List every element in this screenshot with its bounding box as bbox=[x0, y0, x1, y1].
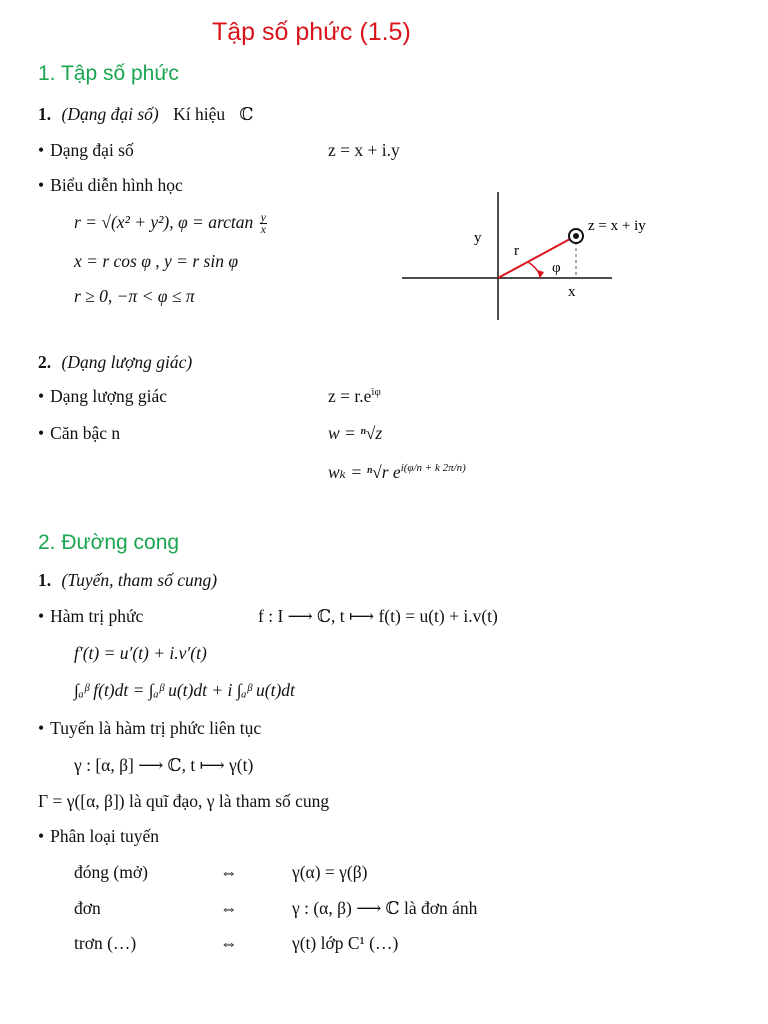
nth-root-k-base: wₖ = ⁿ√r e bbox=[328, 462, 401, 482]
geometric-representation-label: • Biểu diễn hình học bbox=[38, 175, 183, 196]
subsection-title: (Tuyến, tham số cung) bbox=[61, 570, 218, 590]
equation-x-y: x = r cos φ , y = r sin φ bbox=[74, 251, 239, 271]
r-label: r bbox=[514, 243, 519, 259]
angle-arrowhead bbox=[537, 270, 544, 278]
subsection-1-2 bbox=[38, 352, 192, 373]
equation-range: r ≥ 0, −π < φ ≤ π bbox=[74, 286, 195, 306]
classification-row-left: trơn (…) bbox=[74, 933, 137, 953]
subsection-title: (Dạng lượng giác) bbox=[61, 352, 193, 372]
curve-definition-expr: γ : [α, β] ⟶ ℂ, t ⟼ γ(t) bbox=[74, 755, 254, 775]
classification-row-arrow: ⇔ bbox=[220, 933, 238, 953]
page-title: Tập số phức (1.5) bbox=[212, 18, 411, 46]
trig-form-expr bbox=[328, 386, 381, 407]
subsection-number: 2. bbox=[38, 352, 52, 372]
algebraic-form-label: • Dạng đại số bbox=[38, 140, 134, 161]
complex-function-expr: f : I ⟶ ℂ, t ⟼ f(t) = u(t) + i.v(t) bbox=[258, 606, 498, 626]
trig-form-exponent: iφ bbox=[371, 386, 381, 399]
classification-row-left: đóng (mở) bbox=[74, 862, 148, 882]
nth-root-k-exponent: i(φ/n + k 2π/n) bbox=[400, 462, 466, 475]
fraction-y-over-x bbox=[260, 212, 267, 235]
subsection-number: 1. bbox=[38, 570, 52, 590]
x-axis-label: x bbox=[568, 284, 576, 300]
fraction-numerator: y bbox=[260, 210, 266, 225]
classification-row-right: γ(t) lớp C¹ (…) bbox=[292, 933, 399, 953]
subsection-1-1 bbox=[38, 104, 253, 125]
classification-row-right: γ(α) = γ(β) bbox=[292, 862, 368, 882]
equation-r-phi-text: r = √(x² + y²), φ = arctan bbox=[74, 212, 254, 232]
classification-row-arrow: ⇔ bbox=[220, 862, 238, 882]
trig-form-label: • Dạng lượng giác bbox=[38, 386, 167, 407]
notation-label: Kí hiệu bbox=[173, 104, 226, 124]
curve-classification-label: • Phân loại tuyến bbox=[38, 826, 159, 847]
point-z bbox=[573, 233, 579, 239]
integral-equation: ∫ₐᵝ f(t)dt = ∫ₐᵝ u(t)dt + i ∫ₐᵝ u(t)dt bbox=[74, 680, 295, 700]
classification-row-arrow: ⇔ bbox=[220, 898, 238, 918]
nth-root-k-expr bbox=[328, 462, 466, 483]
complex-plane-diagram bbox=[398, 186, 728, 326]
angle-arc bbox=[528, 262, 540, 278]
classification-row-left: đơn bbox=[74, 898, 101, 918]
subsection-2-1 bbox=[38, 570, 217, 591]
trig-form-base: z = r.e bbox=[328, 386, 372, 406]
nth-root-expr: w = ⁿ√z bbox=[328, 423, 383, 443]
trajectory-statement: Γ = γ([α, β]) là quĩ đạo, γ là tham số cung bbox=[38, 791, 330, 811]
curve-definition-label: • Tuyến là hàm trị phức liên tục bbox=[38, 718, 261, 739]
fraction-denominator: x bbox=[260, 222, 266, 237]
derivative-equation: f′(t) = u′(t) + i.v′(t) bbox=[74, 643, 207, 663]
complex-function-label: • Hàm trị phức bbox=[38, 606, 143, 627]
subsection-number: 1. bbox=[38, 104, 52, 124]
equation-r-phi bbox=[74, 212, 267, 235]
y-axis-label: y bbox=[474, 230, 482, 246]
subsection-title: (Dạng đại số) bbox=[61, 104, 159, 124]
classification-row-right: γ : (α, β) ⟶ ℂ là đơn ánh bbox=[292, 898, 478, 918]
algebraic-form-expr: z = x + i.y bbox=[328, 140, 400, 160]
section-1-heading: 1. Tập số phức bbox=[38, 62, 179, 85]
point-z-label: z = x + iy bbox=[588, 218, 646, 234]
nth-root-label: • Căn bậc n bbox=[38, 423, 120, 444]
complex-set-symbol: ℂ bbox=[239, 104, 254, 124]
phi-label: φ bbox=[552, 260, 561, 276]
section-2-heading: 2. Đường cong bbox=[38, 531, 180, 554]
